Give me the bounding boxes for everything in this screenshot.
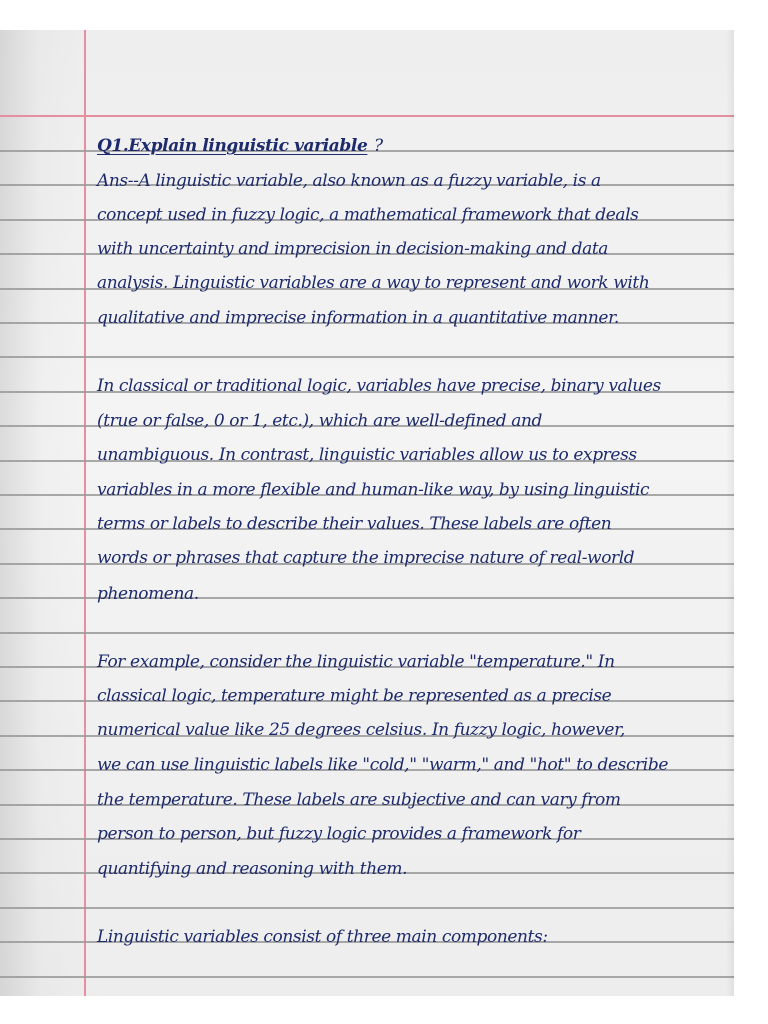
text-line: classical logic, temperature might be represented as a precise — [97, 686, 612, 706]
header-rule — [0, 115, 734, 117]
question-mark: ? — [374, 136, 384, 156]
text-line: concept used in fuzzy logic, a mathematical framework that deals — [97, 205, 639, 225]
text-line: person to person, but fuzzy logic provides a framework for — [97, 824, 581, 844]
text-line: words or phrases that capture the imprecise nature of real-world — [97, 548, 635, 568]
text-line: (true or false, 0 or 1, etc.), which are well-defined and — [97, 411, 542, 431]
margin-line — [84, 30, 86, 996]
ruled-line — [0, 632, 734, 634]
text-line: we can use linguistic labels like "cold," "warm," and "hot" to describe — [97, 755, 668, 775]
text-line: variables in a more flexible and human-like way, by using linguistic — [97, 480, 650, 500]
text-line: qualitative and imprecise information in a quantitative manner. — [97, 308, 619, 328]
text-line: unambiguous. In contrast, linguistic variables allow us to express — [97, 445, 637, 465]
text-line: numerical value like 25 degrees celsius. In fuzzy logic, however, — [97, 720, 625, 740]
text-line: analysis. Linguistic variables are a way to represent and work with — [97, 273, 650, 293]
text-line: quantifying and reasoning with them. — [97, 859, 408, 879]
ruled-line — [0, 976, 734, 978]
text-line: phenomena. — [97, 584, 199, 604]
notebook-page — [0, 30, 734, 996]
ruled-line — [0, 356, 734, 358]
text-line: with uncertainty and imprecision in decision-making and data — [97, 239, 609, 259]
ruled-line — [0, 907, 734, 909]
text-line: Ans--A linguistic variable, also known as a fuzzy variable, is a — [97, 171, 601, 191]
text-line: In classical or traditional logic, variables have precise, binary values — [97, 376, 661, 396]
text-line: the temperature. These labels are subjective and can vary from — [97, 790, 621, 810]
text-line: For example, consider the linguistic variable "temperature." In — [97, 652, 615, 672]
text-line: terms or labels to describe their values. These labels are often — [97, 514, 612, 534]
text-line: Linguistic variables consist of three main components: — [97, 927, 548, 947]
question-title: Q1.Explain linguistic variable — [97, 136, 368, 156]
page-edge — [726, 30, 734, 996]
